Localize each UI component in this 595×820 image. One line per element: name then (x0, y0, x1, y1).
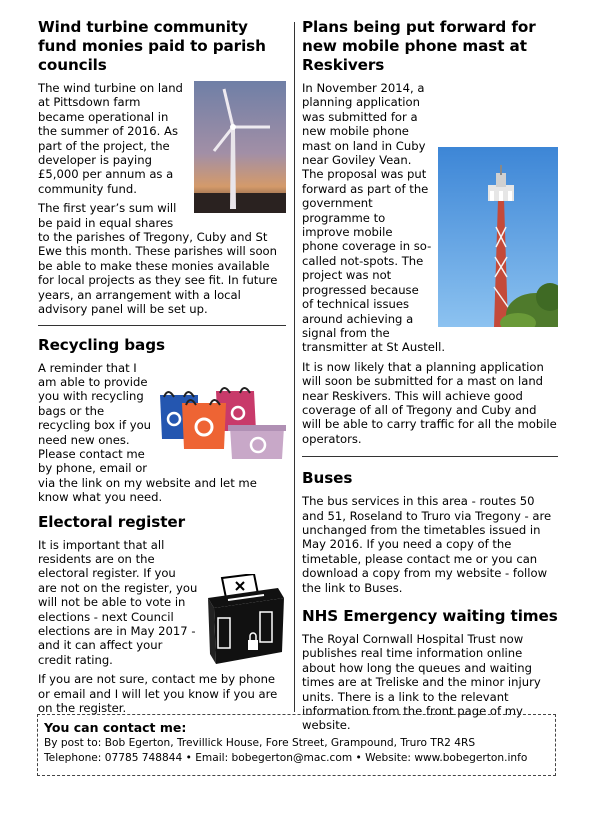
buses-article (302, 469, 558, 595)
contact-box (37, 714, 556, 776)
wind-turbine-photo (194, 81, 286, 213)
column-divider (294, 22, 295, 712)
section-divider (302, 456, 558, 457)
left-column (38, 18, 286, 720)
phone-mast-article (302, 18, 558, 446)
recycling-title: Recycling bags (38, 335, 165, 354)
right-column (302, 18, 558, 738)
nhs-title: NHS Emergency waiting times (302, 607, 558, 625)
phone-mast-paragraph-1: In November 2014, a planning application was submitted for a new mobile phone mast on land in Cuby near Goviley Vean. The proposal was put forward as part of the government programme to improve mobile phone coverage in so-called not-spots. The project was not progressed because of technical issues around achieving a signal from the transmitter at St Austell. (302, 81, 446, 355)
phone-mast-photo (438, 147, 558, 327)
recycling-paragraph: A reminder that I am able to provide you with recycling bags or the recycling box if you need new ones. Please contact me by phone, email or via the link on my website and let me know what you need. (38, 360, 257, 505)
recycling-article (38, 336, 286, 505)
electoral-paragraph-1: It is important that all residents are on the electoral register. If you are not on the register, you will not be able to vote in elections - next Council elections are in May 2017 - and it can affect your credit rating. (38, 537, 198, 667)
wind-turbine-paragraph-2: The first year’s sum will be paid in equal shares to the parishes of Tregony, Cuby and St Ewe this month. These parishes will soon be able to make these monies available for local projects as they see fit. In future years, an arrangement with a local advisory panel will be set up. (38, 201, 278, 317)
wind-turbine-article (38, 18, 286, 317)
phone-mast-paragraph-2: It is now likely that a planning application will soon be submitted for a mast on land near Reskivers. This will achieve good coverage of all of Tregony and Cuby and will be able to carry traffic for all the mobile operators. (302, 359, 557, 446)
electoral-paragraph-2: If you are not sure, contact me by phone or email and I will let you know if you are on the register. (38, 672, 278, 716)
contact-title: You can contact me: (44, 720, 187, 735)
wind-turbine-paragraph-1: The wind turbine on land at Pittsdown farm became operational in the summer of 2016. As part of the project, the developer is paying £5,000 per annum as a community fund. (38, 81, 183, 196)
buses-paragraph: The bus services in this area - routes 50 and 51, Roseland to Truro via Tregony - are unchanged from the timetables issued in May 2016. If you need a copy of the timetable, please contact me or you can download a copy from my website - follow the link to Buses. (302, 494, 552, 595)
electoral-title: Electoral register (38, 512, 185, 531)
ballot-box-illustration (204, 574, 286, 666)
contact-post: By post to: Bob Egerton, Trevillick House, Fore Street, Grampound, Truro TR2 4RS (44, 737, 476, 749)
section-divider (38, 325, 286, 326)
contact-details: Telephone: 07785 748844 • Email: bobegerton@mac.com • Website: www.bobegerton.info (44, 752, 528, 764)
recycling-bags-illustration (158, 381, 286, 465)
wind-turbine-title: Wind turbine community fund monies paid to parish councils (38, 18, 266, 74)
buses-title: Buses (302, 469, 353, 488)
nhs-paragraph: The Royal Cornwall Hospital Trust now publishes real time information online about how long the queues and waiting times are at Treliske and the minor injury units. There is a link to the relevant information from the front page of my website. (302, 632, 541, 733)
electoral-article (38, 513, 286, 716)
phone-mast-title: Plans being put forward for new mobile phone mast at Reskivers (302, 18, 536, 74)
